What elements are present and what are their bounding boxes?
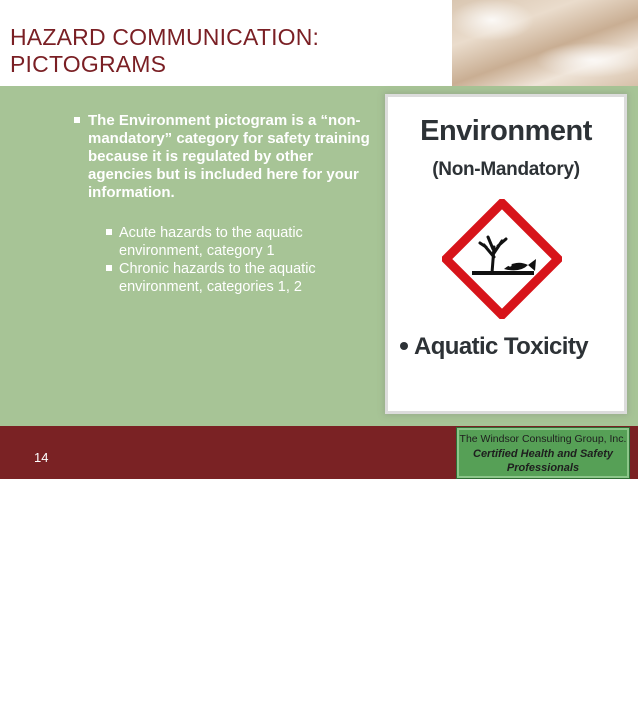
title-line-1: HAZARD COMMUNICATION: <box>10 24 320 50</box>
page-number: 14 <box>34 450 49 465</box>
company-name: The Windsor Consulting Group, Inc. <box>459 433 627 445</box>
main-bullet-text: The Environment pictogram is a “non-mandatory” category for safety training because it is regulated by other agencies but is included here for your information. <box>88 112 370 201</box>
sub-bullet <box>106 260 374 296</box>
company-tagline <box>457 447 629 475</box>
sub-bullet-text: Chronic hazards to the aquatic environment, categories 1, 2 <box>119 261 316 295</box>
pictogram-heading: Environment <box>420 115 592 147</box>
company-tagline-line-2: Professionals <box>506 462 580 474</box>
sub-bullet-text: Acute hazards to the aquatic environment, category 1 <box>119 225 303 259</box>
sub-bullet-list <box>74 224 374 296</box>
square-bullet-icon <box>106 265 112 271</box>
main-bullet <box>74 112 374 202</box>
environment-pictogram-icon <box>442 199 562 319</box>
square-bullet-icon <box>74 117 80 123</box>
decorative-photo <box>452 0 638 86</box>
slide-title <box>10 24 430 78</box>
title-line-2: PICTOGRAMS <box>10 51 167 77</box>
pictogram-footer <box>400 333 588 361</box>
company-badge <box>456 427 630 479</box>
pictogram-subheading: (Non-Mandatory) <box>432 159 580 180</box>
pictogram-card <box>388 97 624 411</box>
sub-bullet <box>106 224 374 260</box>
pictogram-footer-text: Aquatic Toxicity <box>414 333 588 360</box>
round-bullet-icon <box>400 342 408 350</box>
company-tagline-line-1: Certified Health and Safety <box>473 448 613 460</box>
square-bullet-icon <box>106 229 112 235</box>
bullet-list <box>74 112 374 296</box>
